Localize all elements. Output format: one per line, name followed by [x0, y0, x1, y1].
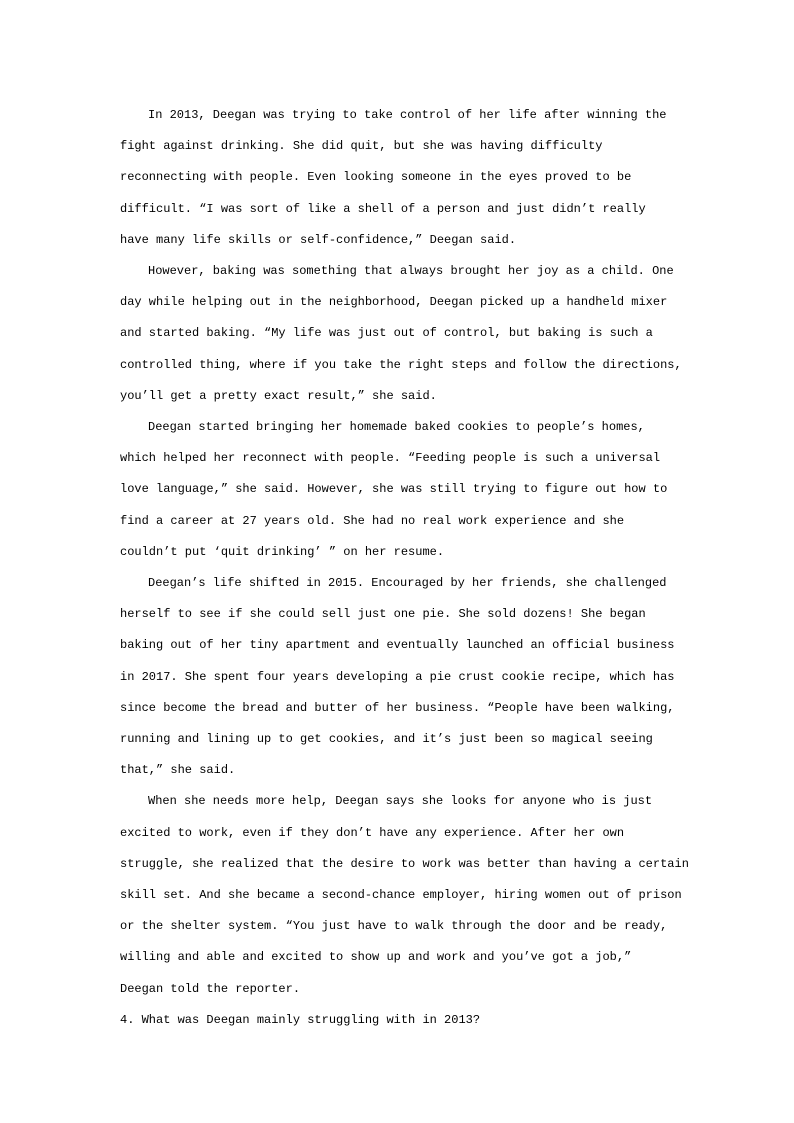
paragraph-line: skill set. And she became a second-chance employer, hiring women out of prison	[120, 888, 682, 902]
paragraph-line: reconnecting with people. Even looking someone in the eyes proved to be	[120, 170, 632, 185]
paragraph-line: controlled thing, where if you take the right steps and follow the directions,	[120, 357, 682, 372]
paragraph-line: fight against drinking. She did quit, but she was having difficulty	[120, 139, 603, 154]
paragraph-line: that,” she said.	[120, 763, 236, 778]
paragraph-line: find a career at 27 years old. She had no real work experience and she	[120, 513, 625, 528]
paragraph-line: difficult. “I was sort of like a shell of a person and just didn’t really	[120, 201, 646, 216]
paragraph-line: Deegan told the reporter.	[120, 981, 301, 996]
paragraph-line: couldn’t put ‘quit drinking’ ” on her resume.	[120, 544, 445, 559]
paragraph-line: which helped her reconnect with people. “Feeding people is such a universal	[120, 451, 661, 466]
paragraph-line: willing and able and excited to show up and work and you’ve got a job,”	[120, 950, 632, 965]
paragraph-line: excited to work, even if they don’t have any experience. After her own	[120, 825, 625, 840]
paragraph-line: or the shelter system. “You just have to walk through the door and be ready,	[120, 919, 668, 934]
paragraph-line: have many life skills or self-confidence,” Deegan said.	[120, 232, 517, 247]
paragraph-first-line: When she needs more help, Deegan says she looks for anyone who is just	[148, 794, 653, 809]
paragraph-line: baking out of her tiny apartment and eventually launched an official business	[120, 638, 675, 653]
paragraph-line: love language,” she said. However, she was still trying to figure out how to	[120, 482, 668, 497]
paragraph-line: herself to see if she could sell just one pie. She sold dozens! She began	[120, 607, 646, 622]
paragraph-first-line: Deegan’s life shifted in 2015. Encouraged by her friends, she challenged	[148, 576, 667, 590]
paragraph-line: you’ll get a pretty exact result,” she said.	[120, 388, 437, 403]
paragraph-first-line: However, baking was something that always brought her joy as a child. One	[148, 264, 674, 278]
paragraph-line: struggle, she realized that the desire to work was better than having a certain	[120, 856, 689, 871]
paragraph-line: since become the bread and butter of her business. “People have been walking,	[120, 700, 675, 715]
question-text: 4. What was Deegan mainly struggling with in 2013?	[120, 1012, 481, 1027]
paragraph-line: and started baking. “My life was just out of control, but baking is such a	[120, 326, 653, 341]
paragraph-first-line: Deegan started bringing her homemade baked cookies to people’s homes,	[148, 420, 645, 434]
paragraph-line: running and lining up to get cookies, and it’s just been so magical seeing	[120, 732, 653, 746]
paragraph-first-line: In 2013, Deegan was trying to take control of her life after winning the	[148, 108, 667, 122]
paragraph-line: in 2017. She spent four years developing a pie crust cookie recipe, which has	[120, 669, 675, 684]
paragraph-line: day while helping out in the neighborhood, Deegan picked up a handheld mixer	[120, 295, 668, 310]
